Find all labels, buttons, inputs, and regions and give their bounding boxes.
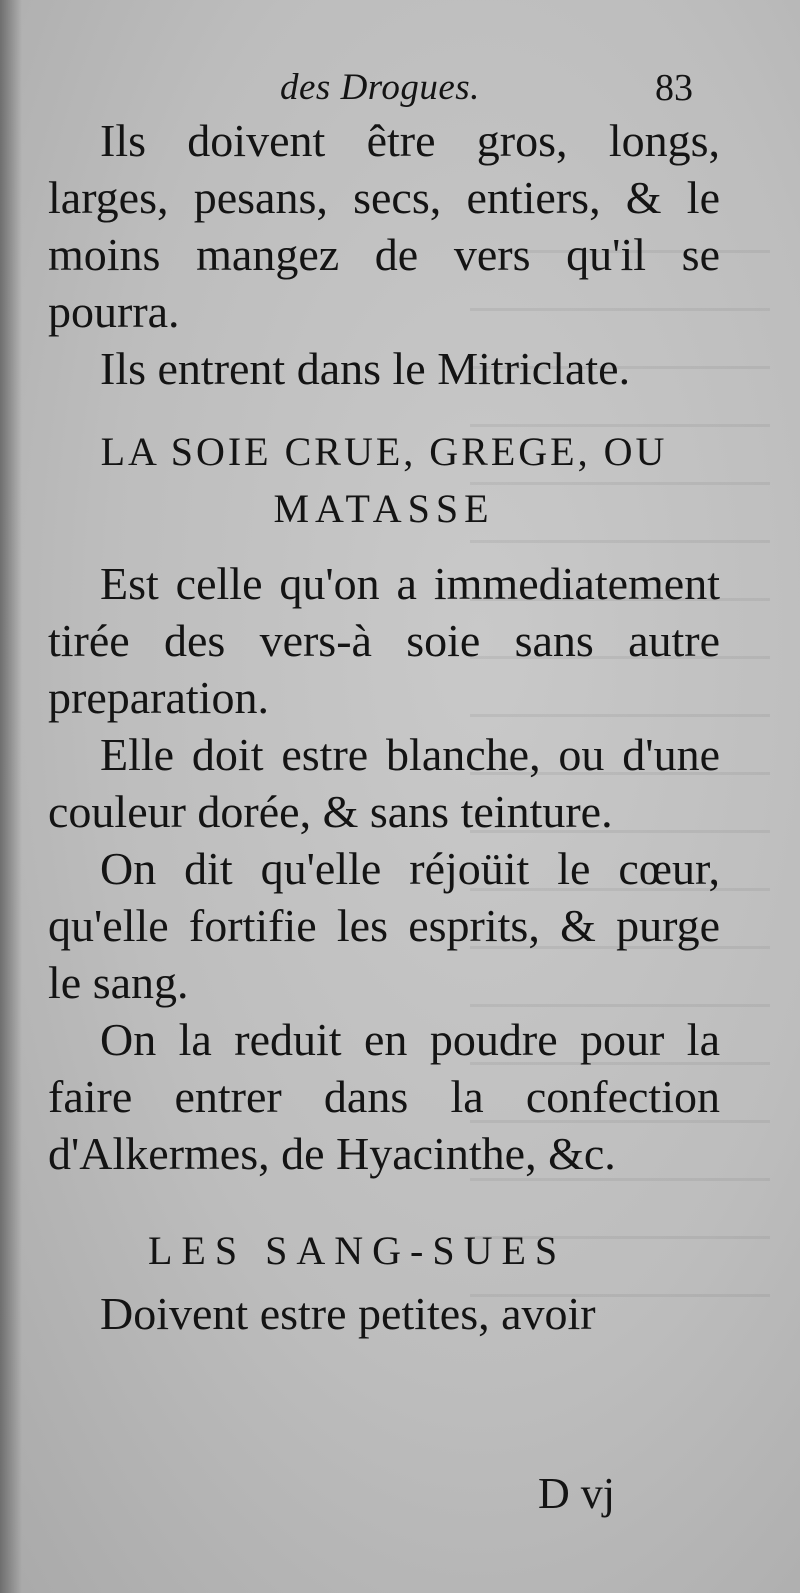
- section-heading-sangsues: LES SANG-SUES: [148, 1228, 567, 1273]
- page-gutter-shadow: [0, 0, 22, 1593]
- running-head: des Drogues.: [280, 67, 480, 108]
- signature-mark: D vj: [538, 1469, 615, 1518]
- paragraph: Elle doit estre blanche, ou d'une couleur dorée, & sans teinture.: [48, 729, 720, 837]
- paragraph: Ils entrent dans le Mitriclate.: [100, 343, 631, 394]
- page-number: 83: [655, 67, 693, 109]
- page-body: [48, 112, 720, 1342]
- paragraph: Est celle qu'on a immediatement tirée des vers-à soie sans autre preparation.: [48, 558, 720, 723]
- paragraph: Ils doivent être gros, longs, larges, pesans, secs, entiers, & le moins mangez de vers qu'il se pourra.: [48, 115, 720, 337]
- section-heading-soie: [48, 423, 720, 537]
- page-header: [0, 66, 800, 118]
- paragraph: Doivent estre petites, avoir: [100, 1288, 596, 1339]
- paragraph: On la reduit en poudre pour la faire entrer dans la confection d'Alkermes, de Hyacinthe, &c.: [48, 1014, 720, 1179]
- paragraph: On dit qu'elle réjoüit le cœur, qu'elle fortifie les esprits, & purge le sang.: [48, 843, 720, 1008]
- section-heading-line: LA SOIE CRUE, GREGE, OU: [100, 429, 668, 474]
- section-heading-line: MATASSE: [273, 486, 495, 531]
